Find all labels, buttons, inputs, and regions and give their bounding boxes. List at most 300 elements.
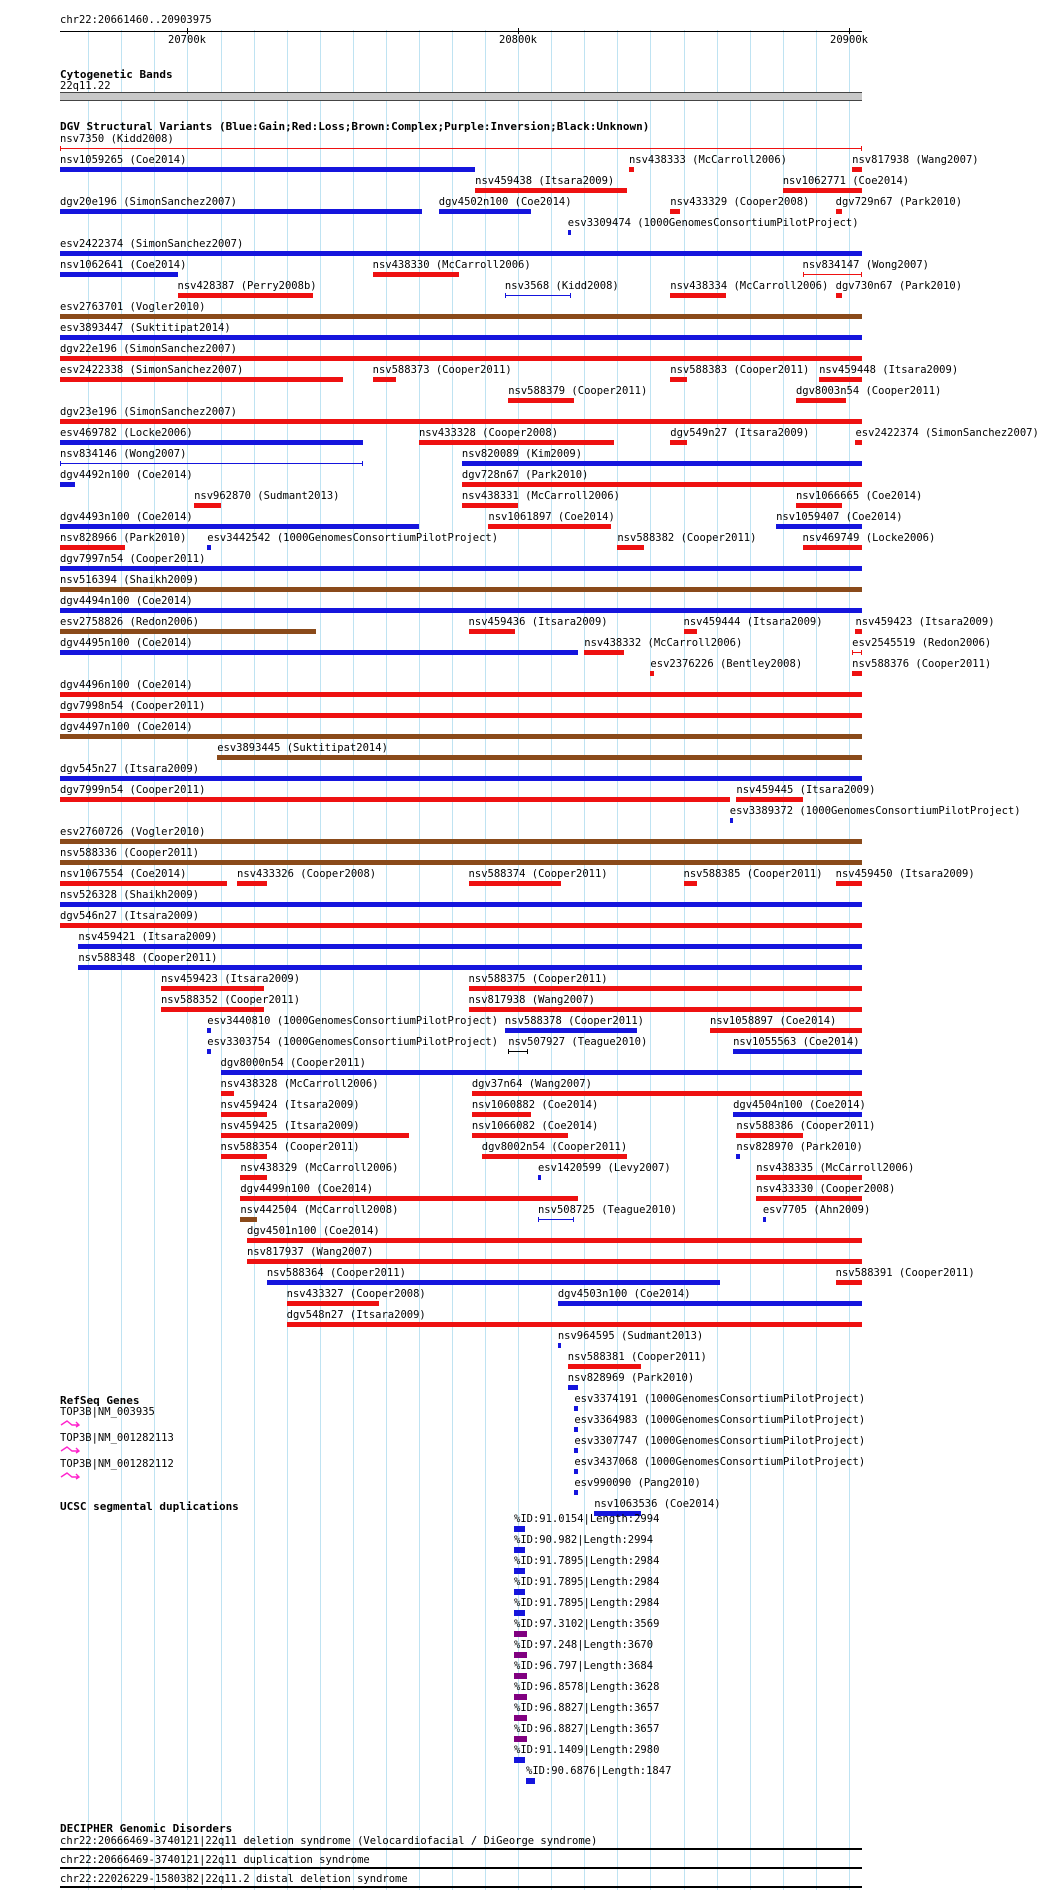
- locus-coordinates: chr22:20661460..20903975: [60, 14, 212, 26]
- dgv-feature-bar[interactable]: [221, 1070, 862, 1075]
- dgv-feature-cap: [573, 1217, 574, 1222]
- dgv-feature-bar[interactable]: [730, 818, 733, 823]
- segdup-track-title: UCSC segmental duplications: [60, 1500, 239, 1513]
- segdup-bar[interactable]: [514, 1631, 527, 1637]
- dgv-feature-bar[interactable]: [736, 1154, 739, 1159]
- dgv-feature-bar[interactable]: [78, 944, 862, 949]
- dgv-feature-label: esv3309474 (1000GenomesConsortiumPilotProject): [567, 217, 859, 229]
- dgv-feature-bar[interactable]: [240, 1217, 257, 1222]
- gene-label: TOP3B|NM_001282113: [60, 1432, 174, 1444]
- dgv-feature-bar[interactable]: [207, 545, 210, 550]
- dgv-feature-bar[interactable]: [237, 881, 267, 886]
- dgv-feature-bar[interactable]: [670, 209, 680, 214]
- dgv-feature-bar[interactable]: [538, 1219, 574, 1220]
- decipher-label: chr22:22026229-1580382|22q11.2 distal deletion syndrome: [60, 1873, 408, 1885]
- gene-model-glyph[interactable]: [60, 1419, 80, 1427]
- dgv-feature-bar[interactable]: [60, 860, 862, 865]
- dgv-feature-bar[interactable]: [783, 188, 862, 193]
- dgv-feature-bar[interactable]: [60, 440, 363, 445]
- dgv-feature-bar[interactable]: [373, 377, 396, 382]
- dgv-feature-label: nsv588364 (Cooper2011): [266, 1267, 406, 1279]
- dgv-feature-cap: [60, 146, 61, 151]
- dgv-feature-label: esv2545519 (Redon2006): [852, 637, 992, 649]
- dgv-feature-label: dgv4503n100 (Coe2014): [557, 1288, 691, 1300]
- dgv-feature-bar[interactable]: [161, 986, 264, 991]
- dgv-feature-label: nsv459448 (Itsara2009): [819, 364, 959, 376]
- dgv-feature-bar[interactable]: [60, 902, 862, 907]
- dgv-feature-label: esv7705 (Ahn2009): [762, 1204, 871, 1216]
- dgv-feature-label: nsv1067554 (Coe2014): [60, 868, 187, 880]
- dgv-feature-bar[interactable]: [469, 986, 862, 991]
- dgv-feature-label: dgv4493n100 (Coe2014): [60, 511, 193, 523]
- dgv-feature-label: nsv469749 (Locke2006): [802, 532, 936, 544]
- dgv-feature-bar[interactable]: [60, 251, 862, 256]
- dgv-feature-bar[interactable]: [736, 797, 802, 802]
- grid-line: [254, 30, 255, 1890]
- dgv-feature-bar[interactable]: [505, 1028, 637, 1033]
- dgv-feature-label: nsv588385 (Cooper2011): [683, 868, 823, 880]
- dgv-feature-bar[interactable]: [756, 1175, 862, 1180]
- dgv-feature-label: dgv7998n54 (Cooper2011): [60, 700, 206, 712]
- dgv-feature-bar[interactable]: [60, 335, 862, 340]
- segdup-bar[interactable]: [514, 1673, 527, 1679]
- decipher-label: chr22:20666469-3740121|22q11 duplication syndrome: [60, 1854, 370, 1866]
- dgv-feature-label: nsv1062771 (Coe2014): [782, 175, 910, 187]
- segdup-bar[interactable]: [514, 1547, 525, 1553]
- grid-line: [485, 30, 486, 1890]
- dgv-feature-label: dgv20e196 (SimonSanchez2007): [60, 196, 238, 208]
- dgv-feature-bar[interactable]: [194, 503, 220, 508]
- dgv-feature-cap: [538, 1217, 539, 1222]
- segdup-label: %ID:91.1409|Length:2980: [514, 1744, 660, 1756]
- dgv-feature-label: nsv3568 (Kidd2008): [504, 280, 619, 292]
- segdup-bar[interactable]: [514, 1526, 525, 1532]
- segdup-bar[interactable]: [514, 1757, 525, 1763]
- dgv-feature-bar[interactable]: [60, 608, 862, 613]
- dgv-feature-label: esv2422374 (SimonSanchez2007): [60, 238, 244, 250]
- dgv-feature-bar[interactable]: [684, 881, 697, 886]
- dgv-feature-bar[interactable]: [508, 398, 574, 403]
- dgv-feature-bar[interactable]: [60, 650, 578, 655]
- dgv-feature-label: dgv23e196 (SimonSanchez2007): [60, 406, 238, 418]
- dgv-feature-bar[interactable]: [710, 1028, 862, 1033]
- dgv-feature-label: nsv964595 (Sudmant2013): [557, 1330, 704, 1342]
- dgv-feature-label: nsv588375 (Cooper2011): [468, 973, 608, 985]
- dgv-feature-label: esv2422338 (SimonSanchez2007): [60, 364, 244, 376]
- segdup-label: %ID:97.248|Length:3670: [514, 1639, 654, 1651]
- segdup-bar[interactable]: [514, 1715, 527, 1721]
- dgv-feature-label: nsv1058897 (Coe2014): [709, 1015, 837, 1027]
- dgv-feature-label: dgv4499n100 (Coe2014): [240, 1183, 374, 1195]
- dgv-feature-label: dgv8003n54 (Cooper2011): [795, 385, 942, 397]
- grid-line: [650, 30, 651, 1890]
- dgv-feature-cap: [508, 1049, 509, 1054]
- dgv-feature-label: nsv1066665 (Coe2014): [795, 490, 923, 502]
- dgv-feature-bar[interactable]: [819, 377, 862, 382]
- dgv-feature-label: nsv588378 (Cooper2011): [504, 1015, 644, 1027]
- dgv-feature-bar[interactable]: [836, 209, 843, 214]
- dgv-feature-bar[interactable]: [670, 293, 726, 298]
- dgv-feature-bar[interactable]: [462, 482, 862, 487]
- dgv-feature-label: dgv7999n54 (Cooper2011): [60, 784, 206, 796]
- dgv-feature-bar[interactable]: [472, 1112, 532, 1117]
- dgv-feature-bar[interactable]: [60, 272, 178, 277]
- dgv-feature-bar[interactable]: [60, 419, 862, 424]
- dgv-feature-label: nsv1061897 (Coe2014): [488, 511, 615, 523]
- dgv-feature-bar[interactable]: [221, 1133, 409, 1138]
- dgv-feature-bar[interactable]: [60, 524, 419, 529]
- grid-line: [551, 30, 552, 1890]
- segdup-label: %ID:96.8578|Length:3628: [514, 1681, 660, 1693]
- dgv-feature-label: nsv817938 (Wang2007): [852, 154, 979, 166]
- ruler-axis: [60, 31, 862, 32]
- dgv-feature-cap: [861, 146, 862, 151]
- dgv-feature-bar[interactable]: [670, 440, 687, 445]
- segdup-bar[interactable]: [514, 1652, 527, 1658]
- decipher-track-title: DECIPHER Genomic Disorders: [60, 1822, 233, 1835]
- dgv-feature-label: esv2763701 (Vogler2010): [60, 301, 206, 313]
- dgv-feature-label: nsv459423 (Itsara2009): [855, 616, 995, 628]
- dgv-feature-bar[interactable]: [462, 461, 862, 466]
- grid-line: [419, 30, 420, 1890]
- dgv-feature-bar[interactable]: [472, 1133, 568, 1138]
- grid-line: [386, 30, 387, 1890]
- dgv-feature-label: nsv516394 (Shaikh2009): [60, 574, 200, 586]
- dgv-feature-label: dgv4497n100 (Coe2014): [60, 721, 193, 733]
- dgv-feature-bar[interactable]: [419, 440, 614, 445]
- grid-line: [717, 30, 718, 1890]
- segdup-bar[interactable]: [514, 1694, 527, 1700]
- dgv-feature-bar[interactable]: [855, 629, 862, 634]
- dgv-feature-bar[interactable]: [629, 167, 634, 172]
- dgv-feature-bar[interactable]: [488, 524, 610, 529]
- grid-line: [221, 30, 222, 1890]
- dgv-feature-label: nsv1059407 (Coe2014): [776, 511, 903, 523]
- dgv-feature-bar[interactable]: [776, 524, 862, 529]
- dgv-feature-bar[interactable]: [482, 1154, 628, 1159]
- dgv-feature-label: esv990090 (Pang2010): [574, 1477, 701, 1489]
- dgv-feature-bar[interactable]: [60, 209, 422, 214]
- gene-label: TOP3B|NM_003935: [60, 1406, 155, 1418]
- dgv-feature-label: esv469782 (Locke2006): [60, 427, 193, 439]
- dgv-feature-label: nsv438335 (McCarroll2006): [756, 1162, 915, 1174]
- dgv-feature-label: nsv588354 (Cooper2011): [220, 1141, 360, 1153]
- dgv-feature-label: nsv588374 (Cooper2011): [468, 868, 608, 880]
- dgv-feature-label: nsv438329 (McCarroll2006): [240, 1162, 399, 1174]
- dgv-feature-label: nsv508725 (Teague2010): [537, 1204, 678, 1216]
- grid-line: [849, 30, 850, 1890]
- dgv-feature-bar[interactable]: [60, 797, 730, 802]
- dgv-feature-label: esv3893447 (Suktitipat2014): [60, 322, 231, 334]
- dgv-feature-bar[interactable]: [558, 1343, 561, 1348]
- dgv-feature-bar[interactable]: [217, 755, 862, 760]
- dgv-feature-bar[interactable]: [574, 1448, 577, 1453]
- dgv-feature-bar[interactable]: [574, 1490, 577, 1495]
- dgv-feature-label: nsv428387 (Perry2008b): [177, 280, 317, 292]
- dgv-feature-cap: [861, 272, 862, 277]
- dgv-feature-label: dgv546n27 (Itsara2009): [60, 910, 200, 922]
- decipher-bar[interactable]: [60, 1886, 862, 1888]
- dgv-feature-bar[interactable]: [287, 1301, 380, 1306]
- dgv-feature-label: nsv459423 (Itsara2009): [160, 973, 301, 985]
- decipher-bar[interactable]: [60, 1867, 862, 1869]
- dgv-feature-bar[interactable]: [803, 545, 862, 550]
- dgv-feature-bar[interactable]: [852, 167, 862, 172]
- dgv-feature-label: nsv588379 (Cooper2011): [508, 385, 648, 397]
- dgv-feature-label: nsv442504 (McCarroll2008): [240, 1204, 399, 1216]
- grid-line: [750, 30, 751, 1890]
- dgv-feature-bar[interactable]: [60, 545, 125, 550]
- gene-model-glyph[interactable]: [60, 1445, 80, 1453]
- dgv-feature-label: nsv817937 (Wang2007): [246, 1246, 374, 1258]
- dgv-feature-label: nsv433329 (Cooper2008): [670, 196, 810, 208]
- dgv-feature-bar[interactable]: [558, 1301, 862, 1306]
- dgv-feature-label: nsv588348 (Cooper2011): [78, 952, 218, 964]
- dgv-feature-label: nsv588336 (Cooper2011): [60, 847, 200, 859]
- dgv-feature-label: dgv8000n54 (Cooper2011): [220, 1057, 366, 1069]
- dgv-feature-bar[interactable]: [508, 1051, 528, 1052]
- dgv-feature-bar[interactable]: [469, 1007, 862, 1012]
- dgv-feature-label: nsv588383 (Cooper2011): [670, 364, 810, 376]
- dgv-feature-bar[interactable]: [439, 209, 532, 214]
- dgv-feature-bar[interactable]: [60, 692, 862, 697]
- dgv-feature-bar[interactable]: [733, 1049, 862, 1054]
- dgv-feature-bar[interactable]: [60, 566, 862, 571]
- dgv-feature-label: esv3437068 (1000GenomesConsortiumPilotProject): [574, 1456, 866, 1468]
- dgv-feature-bar[interactable]: [60, 839, 862, 844]
- dgv-feature-bar[interactable]: [60, 629, 316, 634]
- dgv-feature-label: nsv433330 (Cooper2008): [756, 1183, 896, 1195]
- dgv-feature-bar[interactable]: [852, 671, 862, 676]
- dgv-feature-bar[interactable]: [60, 463, 363, 464]
- dgv-feature-bar[interactable]: [796, 503, 842, 508]
- dgv-feature-bar[interactable]: [796, 398, 846, 403]
- dgv-feature-bar[interactable]: [373, 272, 459, 277]
- dgv-feature-bar[interactable]: [568, 230, 571, 235]
- dgv-feature-label: nsv1059265 (Coe2014): [60, 154, 187, 166]
- dgv-feature-bar[interactable]: [469, 881, 562, 886]
- dgv-feature-bar[interactable]: [287, 1322, 862, 1327]
- dgv-feature-bar[interactable]: [574, 1406, 577, 1411]
- dgv-feature-bar[interactable]: [240, 1175, 266, 1180]
- segdup-bar[interactable]: [526, 1778, 535, 1784]
- dgv-feature-label: dgv4502n100 (Coe2014): [438, 196, 572, 208]
- dgv-feature-label: nsv828969 (Park2010): [567, 1372, 695, 1384]
- segdup-bar[interactable]: [514, 1736, 527, 1742]
- dgv-feature-bar[interactable]: [60, 377, 343, 382]
- dgv-feature-bar[interactable]: [60, 881, 227, 886]
- dgv-feature-bar[interactable]: [617, 545, 643, 550]
- dgv-feature-label: esv3303754 (1000GenomesConsortiumPilotProject): [207, 1036, 499, 1048]
- dgv-feature-label: nsv588376 (Cooper2011): [852, 658, 992, 670]
- dgv-feature-label: nsv828966 (Park2010): [60, 532, 187, 544]
- dgv-feature-bar[interactable]: [836, 881, 862, 886]
- dgv-feature-cap: [362, 461, 363, 466]
- segdup-label: %ID:90.6876|Length:1847: [526, 1765, 672, 1777]
- dgv-feature-label: esv3307747 (1000GenomesConsortiumPilotProject): [574, 1435, 866, 1447]
- dgv-feature-bar[interactable]: [574, 1427, 577, 1432]
- gene-model-glyph[interactable]: [60, 1471, 80, 1479]
- dgv-feature-bar[interactable]: [568, 1364, 641, 1369]
- dgv-feature-bar[interactable]: [736, 1133, 802, 1138]
- dgv-feature-label: nsv828970 (Park2010): [736, 1141, 863, 1153]
- dgv-feature-bar[interactable]: [207, 1028, 210, 1033]
- grid-line: [320, 30, 321, 1890]
- dgv-feature-label: esv2422374 (SimonSanchez2007): [855, 427, 1039, 439]
- dgv-feature-label: dgv4501n100 (Coe2014): [246, 1225, 380, 1237]
- dgv-feature-bar[interactable]: [538, 1175, 541, 1180]
- dgv-feature-label: nsv820089 (Kim2009): [461, 448, 583, 460]
- dgv-feature-bar[interactable]: [221, 1154, 267, 1159]
- dgv-feature-label: dgv730n67 (Park2010): [835, 280, 963, 292]
- segdup-label: %ID:96.797|Length:3684: [514, 1660, 654, 1672]
- grid-line: [816, 30, 817, 1890]
- dgv-feature-label: dgv4492n100 (Coe2014): [60, 469, 193, 481]
- dgv-feature-label: nsv433327 (Cooper2008): [286, 1288, 426, 1300]
- dgv-feature-label: nsv588386 (Cooper2011): [736, 1120, 876, 1132]
- dgv-feature-bar[interactable]: [670, 377, 687, 382]
- dgv-feature-label: nsv459425 (Itsara2009): [220, 1120, 360, 1132]
- dgv-feature-bar[interactable]: [60, 148, 862, 149]
- segdup-label: %ID:90.982|Length:2994: [514, 1534, 654, 1546]
- dgv-feature-label: nsv438328 (McCarroll2006): [220, 1078, 379, 1090]
- dgv-feature-bar[interactable]: [733, 1112, 862, 1117]
- dgv-feature-bar[interactable]: [247, 1259, 862, 1264]
- dgv-feature-bar[interactable]: [836, 1280, 862, 1285]
- dgv-feature-label: nsv588381 (Cooper2011): [567, 1351, 707, 1363]
- segdup-label: %ID:91.0154|Length:2994: [514, 1513, 660, 1525]
- dgv-feature-bar[interactable]: [240, 1196, 577, 1201]
- dgv-feature-label: nsv459436 (Itsara2009): [468, 616, 608, 628]
- dgv-feature-label: dgv548n27 (Itsara2009): [286, 1309, 426, 1321]
- dgv-feature-label: esv3374191 (1000GenomesConsortiumPilotProject): [574, 1393, 866, 1405]
- dgv-feature-cap: [60, 461, 61, 466]
- decipher-label: chr22:20666469-3740121|22q11 deletion syndrome (Velocardiofacial / DiGeorge syndrome): [60, 1835, 598, 1847]
- dgv-feature-label: nsv459450 (Itsara2009): [835, 868, 975, 880]
- cytoband-bar[interactable]: [60, 92, 862, 101]
- dgv-feature-bar[interactable]: [475, 188, 627, 193]
- dgv-feature-bar[interactable]: [60, 587, 862, 592]
- dgv-feature-bar[interactable]: [60, 923, 862, 928]
- dgv-feature-cap: [570, 293, 571, 298]
- dgv-feature-label: nsv459424 (Itsara2009): [220, 1099, 360, 1111]
- segdup-label: %ID:91.7895|Length:2984: [514, 1597, 660, 1609]
- dgv-feature-label: dgv8002n54 (Cooper2011): [481, 1141, 628, 1153]
- dgv-feature-label: dgv22e196 (SimonSanchez2007): [60, 343, 238, 355]
- cytogenetic-bands-title: Cytogenetic Bands: [60, 68, 173, 81]
- dgv-feature-label: nsv1066082 (Coe2014): [471, 1120, 599, 1132]
- dgv-feature-label: nsv438332 (McCarroll2006): [584, 637, 743, 649]
- dgv-feature-bar[interactable]: [247, 1238, 862, 1243]
- dgv-feature-label: esv3389372 (1000GenomesConsortiumPilotProject): [729, 805, 1021, 817]
- dgv-feature-label: esv1420599 (Levy2007): [537, 1162, 671, 1174]
- dgv-feature-bar[interactable]: [756, 1196, 862, 1201]
- dgv-feature-label: nsv1063536 (Coe2014): [594, 1498, 721, 1510]
- segdup-bar[interactable]: [514, 1568, 525, 1574]
- dgv-feature-label: nsv588352 (Cooper2011): [160, 994, 301, 1006]
- dgv-feature-bar[interactable]: [469, 629, 515, 634]
- dgv-feature-bar[interactable]: [178, 293, 314, 298]
- dgv-feature-bar[interactable]: [60, 482, 75, 487]
- segdup-bar[interactable]: [514, 1589, 525, 1595]
- dgv-feature-bar[interactable]: [650, 671, 653, 676]
- dgv-feature-bar[interactable]: [574, 1469, 577, 1474]
- dgv-feature-label: nsv526328 (Shaikh2009): [60, 889, 200, 901]
- dgv-feature-label: nsv438331 (McCarroll2006): [461, 490, 620, 502]
- dgv-feature-bar[interactable]: [60, 713, 862, 718]
- dgv-feature-label: dgv4495n100 (Coe2014): [60, 637, 193, 649]
- dgv-feature-label: nsv1055563 (Coe2014): [733, 1036, 860, 1048]
- grid-line: [617, 30, 618, 1890]
- dgv-feature-bar[interactable]: [472, 1091, 862, 1096]
- dgv-feature-cap: [803, 272, 804, 277]
- dgv-feature-bar[interactable]: [60, 167, 475, 172]
- grid-line: [584, 30, 585, 1890]
- dgv-feature-bar[interactable]: [836, 293, 843, 298]
- dgv-feature-cap: [861, 650, 862, 655]
- dgv-feature-label: esv2760726 (Vogler2010): [60, 826, 206, 838]
- dgv-feature-label: nsv1060882 (Coe2014): [471, 1099, 599, 1111]
- dgv-feature-bar[interactable]: [60, 734, 862, 739]
- dgv-feature-label: nsv459445 (Itsara2009): [736, 784, 876, 796]
- dgv-feature-bar[interactable]: [161, 1007, 264, 1012]
- dgv-feature-bar[interactable]: [462, 503, 518, 508]
- dgv-feature-label: esv3440810 (1000GenomesConsortiumPilotProject): [207, 1015, 499, 1027]
- dgv-feature-label: nsv438333 (McCarroll2006): [628, 154, 787, 166]
- dgv-feature-label: nsv438334 (McCarroll2006): [670, 280, 829, 292]
- segdup-label: %ID:96.8827|Length:3657: [514, 1723, 660, 1735]
- dgv-feature-label: dgv549n27 (Itsara2009): [670, 427, 810, 439]
- dgv-feature-bar[interactable]: [221, 1112, 267, 1117]
- dgv-feature-bar[interactable]: [78, 965, 862, 970]
- dgv-feature-label: dgv728n67 (Park2010): [461, 469, 589, 481]
- dgv-feature-bar[interactable]: [60, 776, 862, 781]
- segdup-bar[interactable]: [514, 1610, 525, 1616]
- dgv-feature-bar[interactable]: [584, 650, 624, 655]
- dgv-feature-bar[interactable]: [221, 1091, 234, 1096]
- dgv-feature-label: dgv37n64 (Wang2007): [471, 1078, 592, 1090]
- dgv-feature-label: nsv962870 (Sudmant2013): [194, 490, 340, 502]
- dgv-track-title: DGV Structural Variants (Blue:Gain;Red:Loss;Brown:Complex;Purple:Inversion;Black:Unknown): [60, 120, 650, 133]
- dgv-feature-bar[interactable]: [803, 274, 862, 275]
- gene-label: TOP3B|NM_001282112: [60, 1458, 174, 1470]
- segdup-label: %ID:91.7895|Length:2984: [514, 1555, 660, 1567]
- decipher-bar[interactable]: [60, 1848, 862, 1850]
- ruler-tick-label: 20700k: [168, 34, 206, 46]
- dgv-feature-bar[interactable]: [855, 440, 862, 445]
- dgv-feature-label: esv2758826 (Redon2006): [60, 616, 200, 628]
- dgv-feature-label: nsv817938 (Wang2007): [468, 994, 595, 1006]
- dgv-feature-label: nsv459438 (Itsara2009): [475, 175, 615, 187]
- dgv-feature-bar[interactable]: [207, 1049, 210, 1054]
- dgv-feature-bar[interactable]: [60, 314, 862, 319]
- dgv-feature-bar[interactable]: [568, 1385, 578, 1390]
- dgv-feature-label: nsv433326 (Cooper2008): [237, 868, 377, 880]
- dgv-feature-label: nsv834146 (Wong2007): [60, 448, 187, 460]
- dgv-feature-bar[interactable]: [684, 629, 697, 634]
- dgv-feature-bar[interactable]: [60, 356, 862, 361]
- dgv-feature-bar[interactable]: [505, 295, 571, 296]
- dgv-feature-label: nsv438330 (McCarroll2006): [372, 259, 531, 271]
- dgv-feature-bar[interactable]: [267, 1280, 720, 1285]
- segdup-label: %ID:96.8827|Length:3657: [514, 1702, 660, 1714]
- dgv-feature-label: dgv4496n100 (Coe2014): [60, 679, 193, 691]
- dgv-feature-label: nsv507927 (Teague2010): [508, 1036, 648, 1048]
- dgv-feature-label: esv3893445 (Suktitipat2014): [217, 742, 388, 754]
- dgv-feature-label: dgv4504n100 (Coe2014): [733, 1099, 866, 1111]
- dgv-feature-cap: [852, 650, 853, 655]
- dgv-feature-bar[interactable]: [763, 1217, 766, 1222]
